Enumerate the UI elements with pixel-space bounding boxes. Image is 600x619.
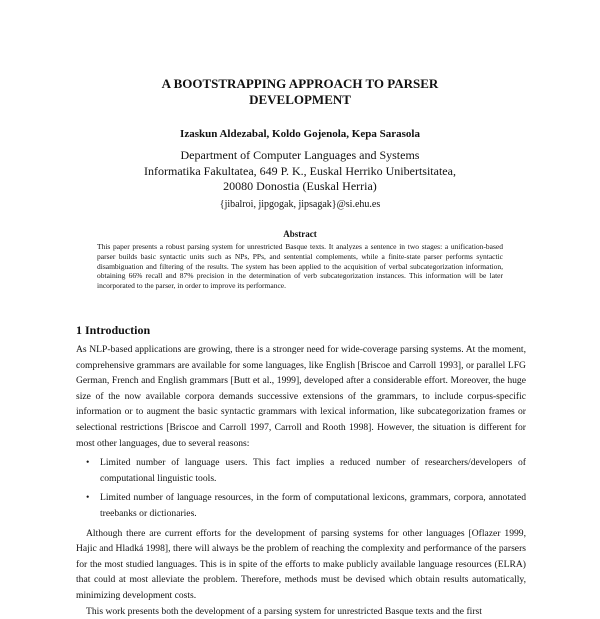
list-item-text: Limited number of language users. This fact implies a reduced number of researchers/developers of computational linguistic tools. <box>100 457 526 484</box>
affiliation-line: Informatika Fakultatea, 649 P. K., Euskal Herriko Unibertsitatea, <box>0 164 600 180</box>
title-line-1: A BOOTSTRAPPING APPROACH TO PARSER <box>0 76 600 92</box>
bullet-icon: • <box>86 490 89 506</box>
affiliation-line: 20080 Donostia (Euskal Herria) <box>0 179 600 195</box>
authors: Izaskun Aldezabal, Koldo Gojenola, Kepa Sarasola <box>0 128 600 140</box>
paragraph: Although there are current efforts for the development of parsing systems for other languages [Oflazer 1999, Hajic and Hladká 1998], there will always be the problem of reaching the complexity and performance of the parsers for the most studied languages. This is in spite of the efforts to make publicly available language resources (ELRA) that could at most alleviate the problem. Therefore, methods must be devised which obtain results automatically, minimizing development costs. <box>76 526 526 604</box>
section-heading: 1 Introduction <box>76 323 150 338</box>
abstract-heading: Abstract <box>0 229 600 239</box>
paragraph: This work presents both the development of a parsing system for unrestricted Basque texts and the first <box>76 604 526 619</box>
section-body <box>76 342 526 619</box>
paragraph: As NLP-based applications are growing, there is a stronger need for wide-coverage parsing systems. At the moment, comprehensive grammars are available for some languages, like English [Briscoe and Carroll 1993], or parallel LFG German, French and English grammars [Butt et al., 1999], developed after a considerable effort. Moreover, the huge size of the now available corpora demands successive extensions of the grammars, to include corpus-specific information or to augment the basic syntactic grammars with lexical information, like subcategorization frames or selectional restrictions [Briscoe and Carroll 1997, Carroll and Rooth 1998]. However, the situation is different for most other languages, due to several reasons: <box>76 342 526 451</box>
paper-title <box>0 76 600 108</box>
bullet-list <box>76 455 526 521</box>
bullet-icon: • <box>86 455 89 471</box>
list-item <box>76 455 526 486</box>
list-item <box>76 490 526 521</box>
title-line-2: DEVELOPMENT <box>0 92 600 108</box>
affiliation <box>0 148 600 195</box>
affiliation-line: Department of Computer Languages and Systems <box>0 148 600 164</box>
abstract-text: This paper presents a robust parsing system for unrestricted Basque texts. It analyzes a sentence in two stages: a unification-based parser builds basic syntactic units such as NPs, PPs, and sentential complements, while a finite-state parser performs syntactic disambiguation and filtering of the results. The system has been applied to the acquisition of verbal subcategorization information, obtaining 66% recall and 87% precision in the determination of verb subcategorization instances. This information will be later incorporated to the parser, in order to improve its performance. <box>97 242 503 291</box>
list-item-text: Limited number of language resources, in the form of computational lexicons, grammars, corpora, annotated treebanks or dictionaries. <box>100 492 526 519</box>
author-emails: {jibalroi, jipgogak, jipsagak}@si.ehu.es <box>0 199 600 210</box>
